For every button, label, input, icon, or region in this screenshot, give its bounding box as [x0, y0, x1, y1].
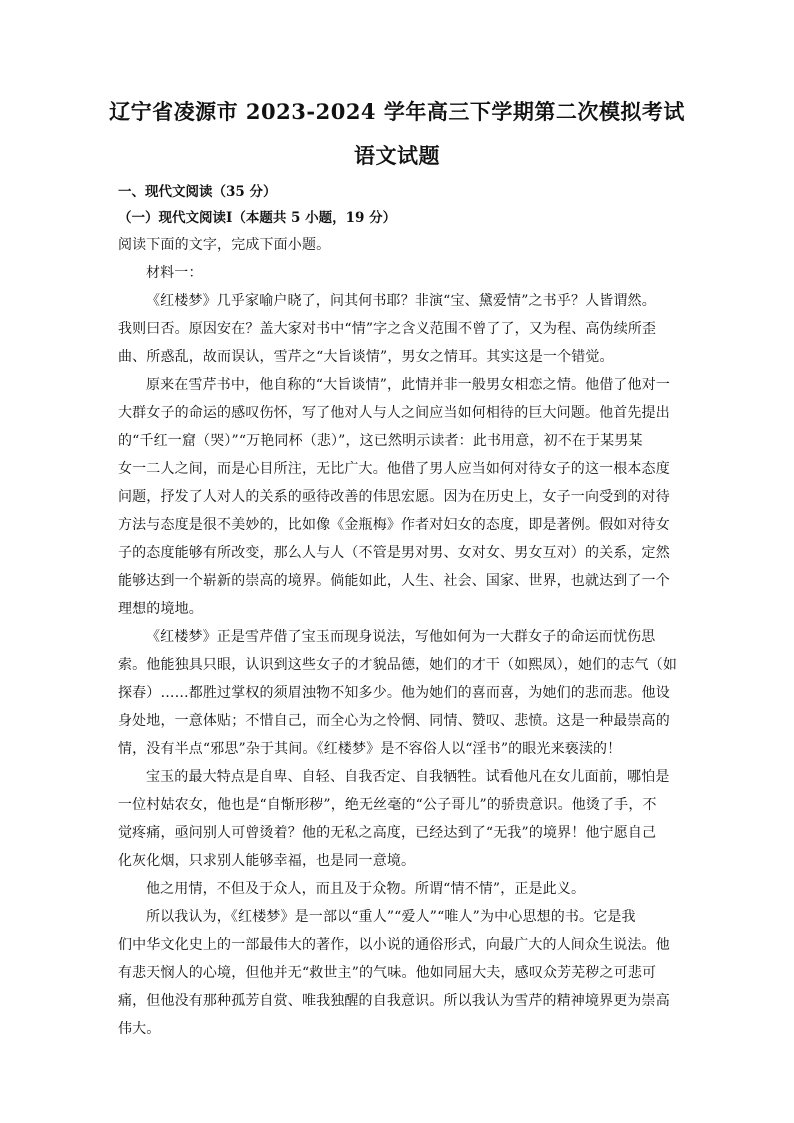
body-line: 问题，抒发了人对人的关系的亟待改善的伟思宏愿。因为在历史上，女子一向受到的对待 [118, 489, 670, 505]
body-line: 身处地，一意体贴；不惜自己，而全心为之怜惘、同情、赞叹、悲愤。这是一种最崇高的 [118, 713, 670, 729]
body-line: 宝玉的最大特点是自卑、自轻、自我否定、自我牺牲。试看他凡在女儿面前，哪怕是 [146, 769, 670, 785]
section-heading: 一、现代文阅读（35 分） [118, 184, 277, 200]
body-line: 痛，但他没有那种孤芳自赏、唯我独醒的自我意识。所以我认为雪芹的精神境界更为崇高 [118, 993, 670, 1009]
body-line: 理想的境地。 [118, 601, 203, 617]
body-line: 们中华文化史上的一部最伟大的著作，以小说的通俗形式，向最广大的人间众生说法。他 [118, 937, 670, 953]
body-line: 方法与态度是很不美妙的，比如像《金瓶梅》作者对妇女的态度，即是著例。假如对待女 [118, 517, 670, 533]
body-line: 《红楼梦》正是雪芹借了宝玉而现身说法，写他如何为一大群女子的命运而忧伤思 [146, 629, 656, 645]
body-line: 探春）……都胜过掌权的须眉浊物不知多少。他为她们的喜而喜，为她们的悲而悲。他设 [118, 685, 670, 701]
page-title: 辽宁省凌源市 2023-2024 学年高三下学期第二次模拟考试 [109, 99, 685, 124]
body-line: 所以我认为，《红楼梦》是一部以“重人”“爱人”“唯人”为中心思想的书。它是我 [146, 909, 636, 925]
body-line: 原来在雪芹书中，他自称的“大旨谈情”，此情并非一般男女相恋之情。他借了他对一 [146, 377, 671, 393]
body-line: 的“千红一窟（哭）”“万艳同杯（悲）”，这已然明示读者：此书用意，初不在于某男某 [118, 433, 643, 449]
body-line: 《红楼梦》几乎家喻户晓了，问其何书耶？非演“宝、黛爱情”之书乎？人皆谓然。 [146, 293, 656, 309]
body-line: 索。他能独具只眼，认识到这些女子的才貌品德，她们的才干（如熙凤），她们的志气（如 [118, 657, 677, 673]
body-line: 化灰化烟，只求别人能够幸福，也是同一意境。 [118, 853, 416, 869]
body-line: 我则曰否。原因安在？盖大家对书中“情”字之含义范围不曾了了，又为程、高伪续所歪 [118, 321, 657, 337]
body-line: 子的态度能够有所改变，那么人与人（不管是男对男、女对女、男女互对）的关系，定然 [118, 545, 670, 561]
body-line: 曲、所惑乱，故而误认，雪芹之“大旨谈情”，男女之情耳。其实这是一个错觉。 [118, 349, 614, 365]
body-line: 他之用情，不但及于众人，而且及于众物。所谓“情不情”，正是此义。 [146, 881, 586, 897]
material-label: 材料一： [146, 265, 203, 281]
body-line: 觉疼痛，亟问别人可曾烫着？他的无私之高度，已经达到了“无我”的境界！他宁愿自己 [118, 825, 657, 841]
body-line: 伟大。 [118, 1021, 161, 1037]
instruction-text: 阅读下面的文字，完成下面小题。 [118, 237, 331, 253]
body-line: 大群女子的命运的感叹伤怀，写了他对人与人之间应当如何相待的巨大问题。他首先提出 [118, 405, 670, 421]
page-subtitle: 语文试题 [354, 143, 440, 168]
subsection-heading: （一）现代文阅读Ⅰ（本题共 5 小题，19 分） [118, 210, 397, 226]
body-line: 情，没有半点“邪思”杂于其间。《红楼梦》是不容俗人以“淫书”的眼光来亵渎的！ [118, 741, 622, 757]
body-line: 有悲天悯人的心境，但他并无“救世主”的气味。他如同屈大夫，感叹众芳芜秽之可悲可 [118, 965, 657, 981]
body-line: 女一二人之间，而是心目所注，无比广大。他借了男人应当如何对待女子的这一根本态度 [118, 461, 670, 477]
body-line: 能够达到一个崭新的崇高的境界。倘能如此，人生、社会、国家、世界，也就达到了一个 [118, 573, 670, 589]
body-line: 一位村姑农女，他也是“自惭形秽”，绝无丝毫的“公子哥儿”的骄贵意识。他烫了手，不 [118, 797, 657, 813]
